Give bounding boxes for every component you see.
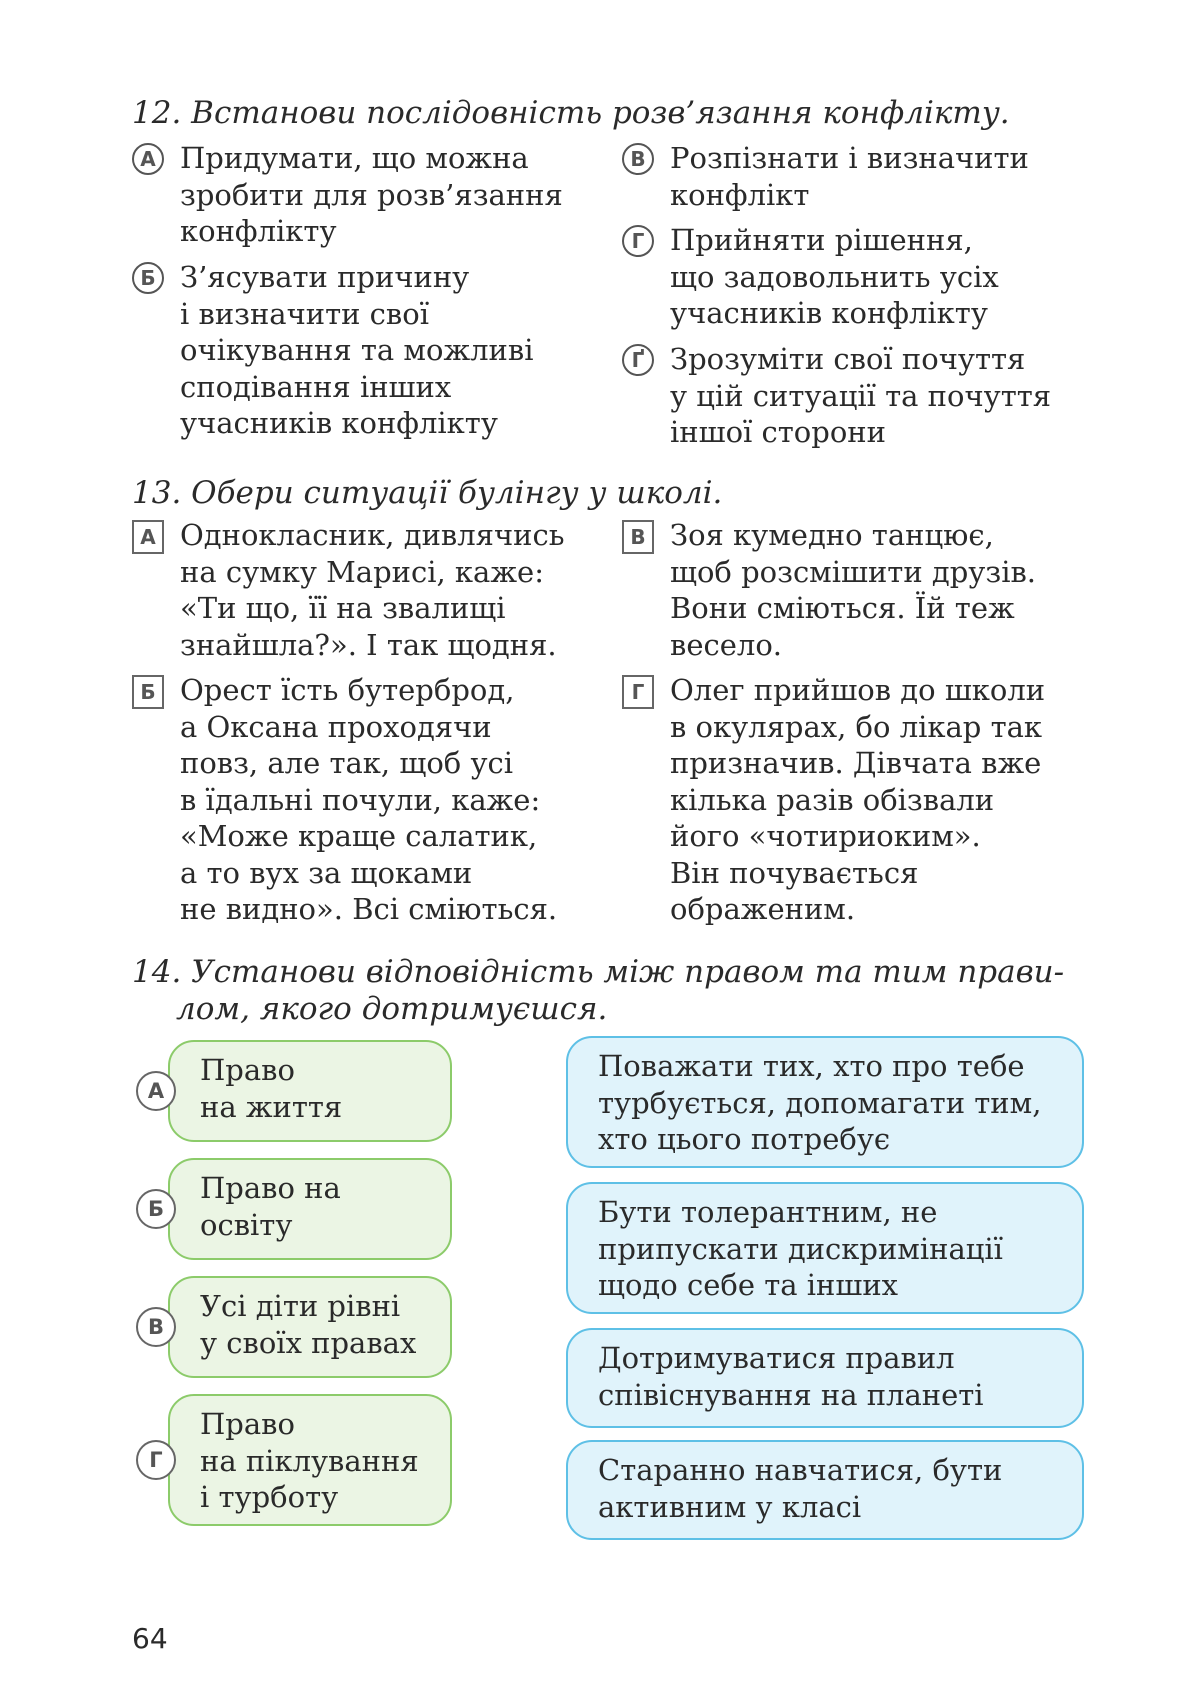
right-v-letter: В [136,1307,176,1347]
right-box-b[interactable] [168,1158,452,1260]
right-a-text: Право на життя [200,1053,343,1124]
q13-title-text: Обери ситуації булінгу у школі. [191,475,723,511]
rule-4-text: Старанно навчатися, бути активним у класі [598,1453,1003,1524]
q13-option-h-text: Олег прийшов до школи в окулярах, бо лікар так призначив. Дівчата вже кілька разів обізвали його «чотириоким». Він почувається ображеним. [670,673,1046,926]
q12-option-a-text: Придумати, що можна зробити для розв’язання конфлікту [180,141,563,248]
q12-option-h-text: Прийняти рішення, що задовольнить усіх учасників конфлікту [670,223,999,330]
right-box-v[interactable] [168,1276,452,1378]
q14-number: 14. [132,954,182,990]
rule-2-text: Бути толерантним, не припускати дискримінації щодо себе та інших [598,1195,1003,1302]
q13-option-b-letter: Б [132,675,164,709]
q12-option-v-letter: В [622,143,654,175]
rule-box-4[interactable] [566,1440,1084,1540]
q12-number: 12. [132,95,182,131]
q12-option-a-letter: А [132,143,164,175]
q12-option-h-letter: Г [622,225,654,257]
q14-title [132,953,1064,991]
right-h-letter: Г [136,1440,176,1480]
page-number: 64 [132,1622,168,1655]
q13-option-v-letter: В [622,520,654,554]
q12-option-b-text: З’ясувати причину і визначити свої очікування та можливі сподівання інших учасників конфлікту [180,260,534,440]
right-b-text: Право на освіту [200,1171,341,1242]
q13-option-v-text: Зоя кумедно танцює, щоб розсмішити друзів. Вони сміються. Їй теж весело. [670,518,1037,662]
q14-title-line1: Установи відповідність між правом та тим прави- [191,954,1065,990]
right-b-letter: Б [136,1189,176,1229]
q13-option-b-text: Орест їсть бутерброд, а Оксана проходячи повз, але так, щоб усі в їдальні почули, каже: «Може краще салатик, а то вух за щоками не видно». Всі сміються. [180,673,558,926]
q13-number: 13. [132,475,182,511]
right-box-a[interactable] [168,1040,452,1142]
q12-option-g-text: Зрозуміти свої почуття у цій ситуації та почуття іншої сторони [670,342,1052,449]
right-v-text: Усі діти рівні у своїх правах [200,1289,417,1360]
rule-box-3[interactable] [566,1328,1084,1428]
right-box-h[interactable] [168,1394,452,1526]
q12-option-v-text: Розпізнати і визначити конфлікт [670,141,1029,212]
rule-box-2[interactable] [566,1182,1084,1314]
q14-title-cont [176,990,607,1028]
right-h-text: Право на піклування і турботу [200,1407,419,1514]
q12-title [132,94,1010,132]
rule-1-text: Поважати тих, хто про тебе турбується, допомагати тим, хто цього потребує [598,1049,1042,1156]
q14-title-line2: лом, якого дотримуєшся. [176,991,608,1027]
q13-option-a-text: Однокласник, дивлячись на сумку Марисі, каже: «Ти що, її на звалищі знайшла?». І так щодня. [180,518,565,662]
rule-box-1[interactable] [566,1036,1084,1168]
right-a-letter: А [136,1071,176,1111]
q13-title [132,474,722,512]
q12-title-text: Встанови послідовність розв’язання конфлікту. [191,95,1010,131]
q12-option-b-letter: Б [132,262,164,294]
q12-option-g-letter: Ґ [622,344,654,376]
q13-option-a-letter: А [132,520,164,554]
rule-3-text: Дотримуватися правил співіснування на планеті [598,1341,984,1412]
q13-option-h-letter: Г [622,675,654,709]
